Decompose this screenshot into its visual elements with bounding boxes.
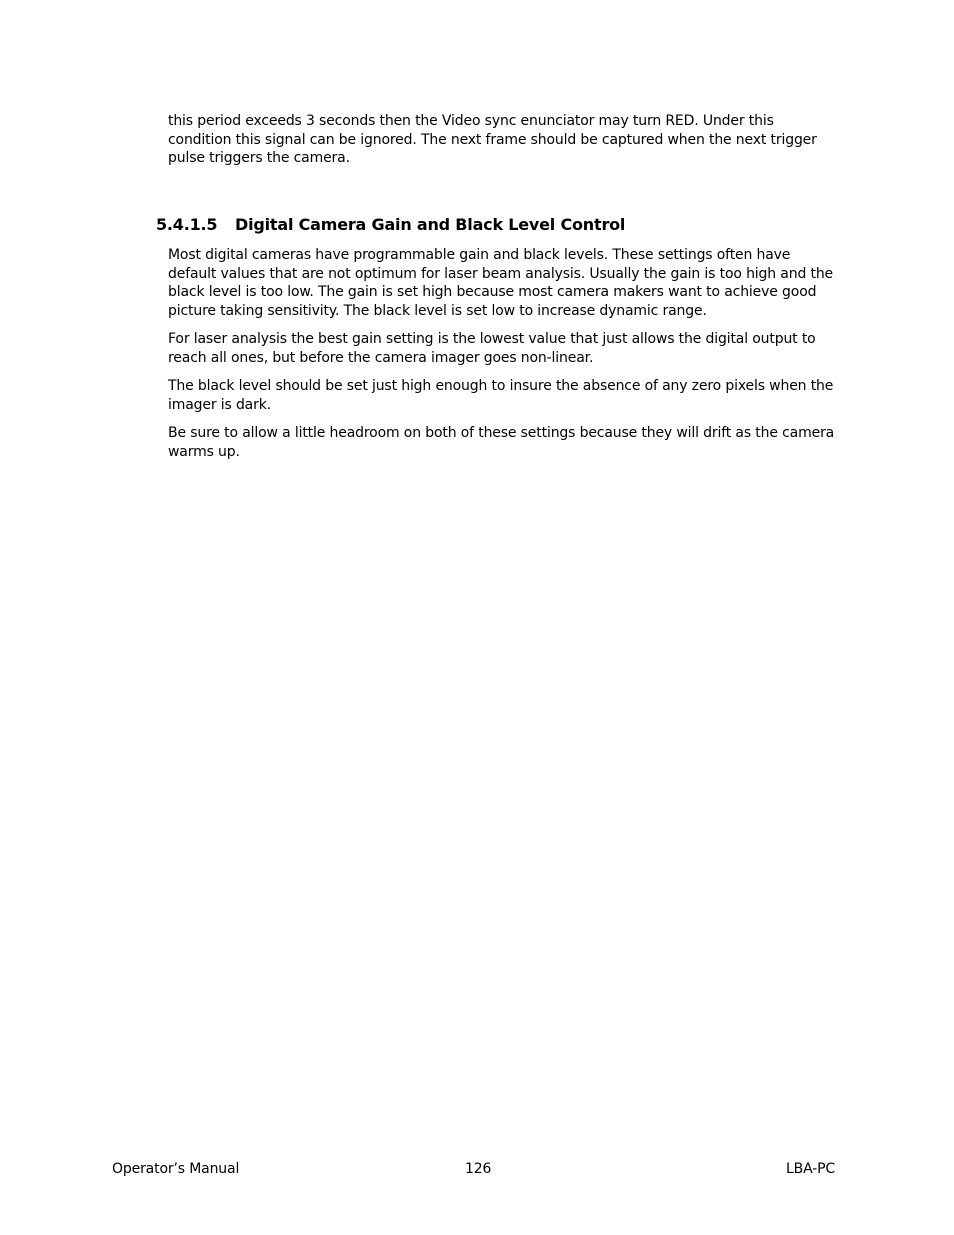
paragraph-line: default values that are not optimum for laser beam analysis. Usually the gain is too high and the [168, 265, 834, 282]
paragraph-line: condition this signal can be ignored. The next frame should be captured when the next trigger [168, 131, 817, 148]
section-paragraph-3 [168, 377, 848, 414]
paragraph-line: warms up. [168, 443, 240, 460]
paragraph-line: pulse triggers the camera. [168, 150, 350, 167]
section-paragraph-2 [168, 330, 848, 367]
paragraph-line: Most digital cameras have programmable gain and black levels. These settings often have [168, 247, 791, 263]
footer-page-number: 126 [465, 1161, 492, 1177]
footer-manual-title: Operator’s Manual [112, 1161, 240, 1177]
section-title: Digital Camera Gain and Black Level Control [235, 215, 626, 234]
paragraph-line: reach all ones, but before the camera imager goes non-linear. [168, 349, 594, 366]
section-paragraph-4 [168, 424, 848, 461]
paragraph-line: black level is too low. The gain is set high because most camera makers want to achieve good [168, 284, 817, 301]
paragraph-line: this period exceeds 3 seconds then the Video sync enunciator may turn RED. Under this [168, 113, 774, 129]
intro-paragraph [168, 112, 848, 168]
paragraph-line: picture taking sensitivity. The black level is set low to increase dynamic range. [168, 303, 707, 320]
paragraph-line: Be sure to allow a little headroom on both of these settings because they will drift as the camera [168, 425, 835, 441]
section-heading [156, 215, 625, 235]
paragraph-line: imager is dark. [168, 396, 271, 413]
section-number: 5.4.1.5 [156, 215, 218, 234]
paragraph-line: The black level should be set just high enough to insure the absence of any zero pixels when the [168, 378, 834, 394]
footer-product-name: LBA-PC [786, 1161, 836, 1177]
paragraph-line: For laser analysis the best gain setting is the lowest value that just allows the digital output to [168, 331, 816, 347]
section-paragraph-1 [168, 246, 848, 321]
